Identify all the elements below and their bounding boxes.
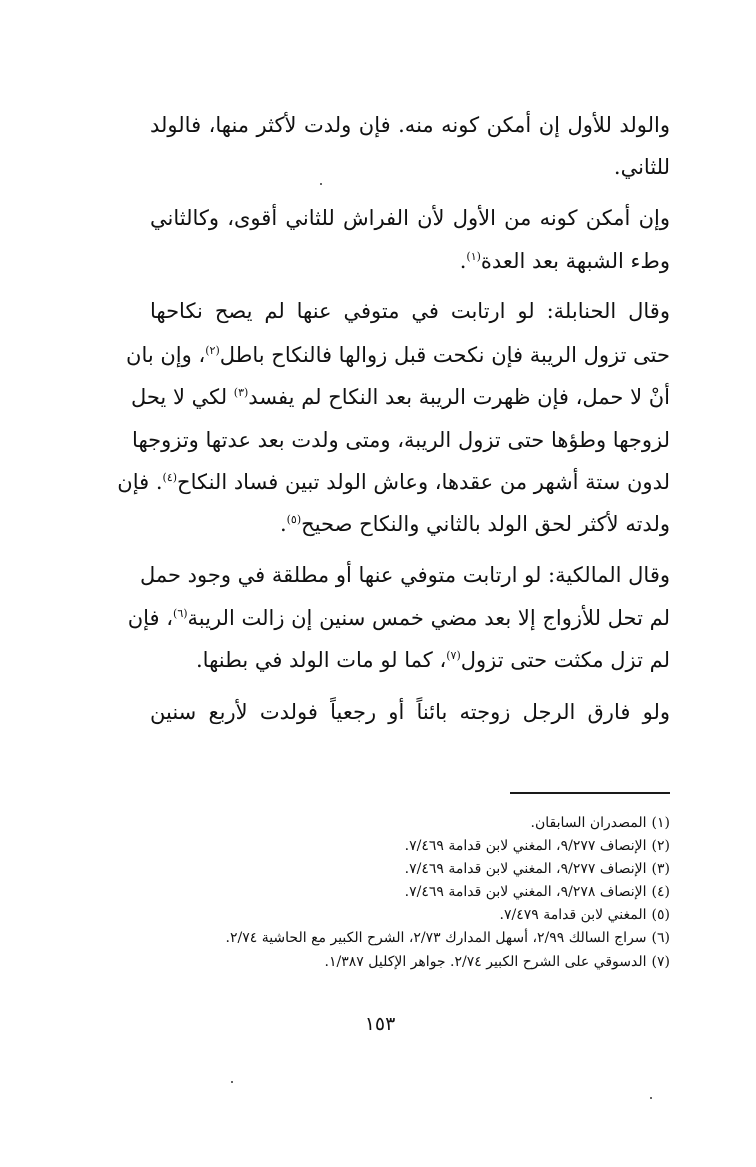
text-line: لزوجها وطؤها حتى تزول الريبة، ومتى ولدت بعد عدتها وتزوجها (132, 428, 670, 452)
scan-speck (231, 1081, 233, 1083)
scan-speck (650, 1097, 652, 1099)
footnote-item: (٥)المغني لابن قدامة ٧/٤٧٩. (499, 907, 670, 923)
text-line: ولو فارق الرجل زوجته بائناً أو رجعياً فولدت لأربع سنين (150, 700, 670, 724)
footnote-reference[interactable]: (٥) (286, 513, 302, 526)
footnote-reference[interactable]: (٣) (233, 386, 249, 399)
footnote-reference[interactable]: (٤) (162, 471, 178, 484)
text-line: أنْ لا حمل، فإن ظهرت الريبة بعد النكاح لم يفسد$^{(٣)}$ لكي لا يحل (130, 385, 670, 409)
scan-speck (320, 183, 322, 185)
text-line: لم تزل مكثت حتى تزول$^{(٧)}$، كما لو مات الولد في بطنها. (196, 648, 670, 672)
text-line: والولد للأول إن أمكن كونه منه. فإن ولدت لأكثر منها، فالولد (150, 113, 670, 137)
text-line: حتى تزول الريبة فإن نكحت قبل زوالها فالنكاح باطل$^{(٢)}$، وإن بان (126, 343, 670, 367)
text-line: وقال الحنابلة: لو ارتابت في متوفي عنها لم يصح نكاحها (150, 299, 670, 323)
footnote-reference[interactable]: (١) (466, 250, 481, 263)
text-line: لدون ستة أشهر من عقدها، وعاش الولد تبين فساد النكاح$^{(٤)}$. فإن (117, 470, 670, 494)
text-line: للثاني. (613, 155, 670, 179)
footnote-item: (٣)الإنصاف ٩/٢٧٧، المغني لابن قدامة ٧/٤٦٩. (404, 861, 670, 877)
text-line: لم تحل للأزواج إلا بعد مضي خمس سنين إن زالت الريبة$^{(٦)}$، فإن (127, 606, 670, 630)
footnote-reference[interactable]: (٧) (446, 649, 461, 662)
footnote-item: (٤)الإنصاف ٩/٢٧٨، المغني لابن قدامة ٧/٤٦٩. (404, 884, 670, 900)
footnote-item: (٧)الدسوقي على الشرح الكبير ٢/٧٤. جواهر الإكليل ١/٣٨٧. (324, 954, 670, 970)
text-line: وطء الشبهة بعد العدة$^{(١)}$. (459, 249, 670, 273)
footnote-separator (510, 792, 670, 794)
text-line: ولدته لأكثر لحق الولد بالثاني والنكاح صحيح$^{(٥)}$. (279, 512, 670, 536)
footnote-reference[interactable]: (٦) (173, 607, 188, 620)
text-line: وقال المالكية: لو ارتابت متوفي عنها أو مطلقة في وجود حمل (139, 563, 670, 587)
footnote-item: (٦)سراج السالك ٢/٩٩، أسهل المدارك ٢/٧٣، الشرح الكبير مع الحاشية ٢/٧٤. (225, 930, 670, 946)
text-line: وإن أمكن كونه من الأول لأن الفراش للثاني أقوى، وكالثاني (150, 206, 670, 230)
footnote-item: (٢)الإنصاف ٩/٢٧٧، المغني لابن قدامة ٧/٤٦٩. (404, 838, 670, 854)
footnote-reference[interactable]: (٢) (205, 344, 220, 357)
footnote-item: (١)المصدران السابقان. (530, 815, 670, 831)
page-number: ١٥٣ (364, 1013, 396, 1035)
